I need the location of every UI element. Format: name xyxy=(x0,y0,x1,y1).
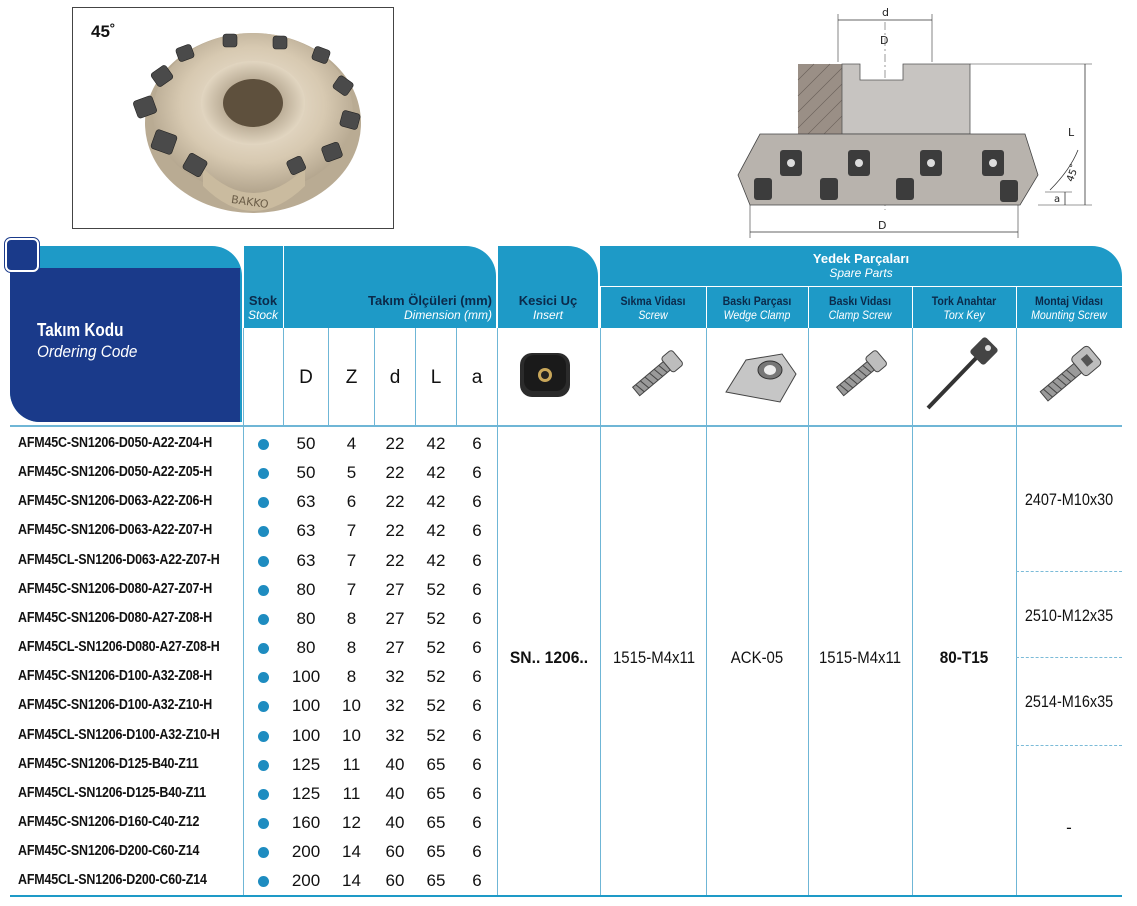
code-header-subtitle: Ordering Code xyxy=(37,342,138,361)
dim-cell-d: 27 xyxy=(385,579,405,599)
dim-cell-d: 22 xyxy=(385,521,405,541)
dim-cell-d: 60 xyxy=(385,871,405,891)
column-divider xyxy=(600,328,601,895)
dim-cell-L: 42 xyxy=(426,434,446,453)
stock-header xyxy=(244,294,282,322)
spare-col-header xyxy=(912,294,1016,322)
dim-col-header: a xyxy=(471,367,483,388)
dim-cell-D: 100 xyxy=(291,667,321,687)
stock-dot-icon xyxy=(258,643,269,654)
ordering-code: AFM45C-SN1206-D100-A32-Z08-H xyxy=(18,668,213,685)
stock-dot-icon xyxy=(258,818,269,829)
dim-cell-D: 200 xyxy=(291,842,321,862)
ordering-code: AFM45C-SN1206-D050-A22-Z04-H xyxy=(18,435,213,451)
stock-dot-icon xyxy=(258,468,269,479)
dim-label-d: d xyxy=(882,6,889,19)
spare-col-title: Sıkma Vidası xyxy=(620,294,686,308)
insert-header xyxy=(498,294,598,322)
wedge-value: ACK-05 xyxy=(730,648,784,667)
mounting-sep xyxy=(1016,657,1122,658)
ordering-code: AFM45CL-SN1206-D063-A22-Z07-H xyxy=(18,551,220,568)
stock-dot-icon xyxy=(258,556,269,567)
spare-col-header xyxy=(808,294,912,322)
dim-cell-Z: 5 xyxy=(346,463,357,483)
dim-cell-a: 6 xyxy=(472,754,482,774)
dim-cell-D: 200 xyxy=(291,871,321,891)
spare-col-subtitle: Wedge Clamp xyxy=(723,308,791,322)
dim-cell-L: 52 xyxy=(426,638,446,658)
ordering-code: AFM45CL-SN1206-D080-A27-Z08-H xyxy=(18,639,220,656)
dim-cell-a: 6 xyxy=(472,434,482,453)
spare-subtitle: Spare Parts xyxy=(829,266,893,280)
dim-cell-a: 6 xyxy=(472,812,482,832)
dim-cell-d: 40 xyxy=(385,812,405,832)
dim-cell-L: 65 xyxy=(426,754,446,774)
dim-cell-Z: 4 xyxy=(346,434,357,453)
stock-dot-icon xyxy=(258,497,269,508)
ordering-code: AFM45C-SN1206-D125-B40-Z11 xyxy=(18,755,199,772)
column-divider xyxy=(243,328,244,895)
stock-dot-icon xyxy=(258,672,269,683)
table-bottom-rule xyxy=(10,895,1122,897)
spare-header-divider xyxy=(600,286,1122,287)
column-divider xyxy=(706,328,707,895)
dim-cell-L: 65 xyxy=(426,783,446,803)
spare-title: Yedek Parçaları xyxy=(812,251,910,266)
spare-col-header xyxy=(600,294,706,322)
dim-cell-Z: 14 xyxy=(342,871,361,891)
column-divider xyxy=(283,246,284,328)
ordering-code: AFM45CL-SN1206-D125-B40-Z11 xyxy=(18,784,207,801)
dim-cell-a: 6 xyxy=(472,579,482,599)
ordering-code: AFM45C-SN1206-D080-A27-Z08-H xyxy=(18,609,213,626)
dim-cell-d: 22 xyxy=(385,550,405,570)
stock-dot-icon xyxy=(258,439,269,450)
dim-cell-D: 80 xyxy=(296,579,316,599)
stock-subtitle: Stock xyxy=(247,308,278,322)
corner-tag-icon xyxy=(5,238,39,272)
wedge-clamp-icon xyxy=(720,340,800,410)
dim-cell-L: 42 xyxy=(426,550,446,570)
spare-col-subtitle: Torx Key xyxy=(943,308,985,322)
spare-col-subtitle: Mounting Screw xyxy=(1031,308,1107,322)
spare-col-header xyxy=(1016,294,1122,322)
dim-cell-d: 32 xyxy=(385,696,405,716)
dim-cell-Z: 8 xyxy=(346,638,357,658)
mounting-value: - xyxy=(1066,818,1072,837)
dim-cell-D: 50 xyxy=(296,463,316,483)
dim-cell-Z: 11 xyxy=(342,754,361,774)
dim-cell-Z: 7 xyxy=(346,550,357,570)
dim-cell-D: 125 xyxy=(291,783,321,803)
milling-cutter-photo xyxy=(73,8,393,228)
photo-brand-text: BAKKO xyxy=(230,193,270,212)
spare-header xyxy=(600,252,1122,280)
insert-icon xyxy=(510,345,580,407)
dim-cell-L: 52 xyxy=(426,579,446,599)
dim-cell-a: 6 xyxy=(472,608,482,628)
insert-title: Kesici Uç xyxy=(518,293,578,308)
screw-icon xyxy=(618,340,692,410)
dim-cell-a: 6 xyxy=(472,667,482,687)
dim-cell-Z: 10 xyxy=(342,696,361,716)
dim-label-D-outer: D xyxy=(878,219,887,232)
photo-angle-label: 45˚ xyxy=(91,22,116,41)
dim-cell-D: 80 xyxy=(296,608,316,628)
dim-cell-L: 65 xyxy=(426,812,446,832)
dim-cell-d: 32 xyxy=(385,725,405,745)
dim-col-header: D xyxy=(299,367,313,388)
dim-cell-L: 42 xyxy=(426,492,446,512)
dim-cell-a: 6 xyxy=(472,463,482,483)
dim-cell-Z: 7 xyxy=(346,579,357,599)
torx-key-icon xyxy=(918,334,1000,416)
dim-cell-Z: 8 xyxy=(346,667,357,687)
dim-label-L: L xyxy=(1068,126,1075,139)
torx-value: 80-T15 xyxy=(939,648,989,667)
dim-cell-D: 63 xyxy=(296,550,316,570)
dim-cell-d: 40 xyxy=(385,783,405,803)
dim-cell-L: 42 xyxy=(426,521,446,541)
stock-dot-icon xyxy=(258,876,269,887)
dim-cell-L: 65 xyxy=(426,871,446,891)
mounting-value: 2514-M16x35 xyxy=(1024,692,1114,711)
ordering-code: AFM45CL-SN1206-D200-C60-Z14 xyxy=(18,872,207,889)
dim-cell-L: 52 xyxy=(426,696,446,716)
spare-col-title: Baskı Parçası xyxy=(722,294,792,308)
mounting-screw-icon xyxy=(1028,340,1110,410)
ordering-code: AFM45C-SN1206-D100-A32-Z10-H xyxy=(18,697,213,714)
stock-title: Stok xyxy=(248,293,278,308)
dim-cell-a: 6 xyxy=(472,550,482,570)
dim-cell-a: 6 xyxy=(472,492,482,512)
mounting-value: 2510-M12x35 xyxy=(1024,606,1114,625)
dim-cell-Z: 7 xyxy=(346,521,357,541)
dim-col-header: Z xyxy=(345,367,358,388)
dim-cell-a: 6 xyxy=(472,842,482,862)
dim-cell-a: 6 xyxy=(472,521,482,541)
spare-col-title: Baskı Vidası xyxy=(828,294,892,308)
stock-dot-icon xyxy=(258,847,269,858)
dim-label-angle: 45˚ xyxy=(1065,162,1082,184)
dim-cell-a: 6 xyxy=(472,696,482,716)
dim-label-D-inner: D xyxy=(880,34,889,47)
spare-col-header xyxy=(706,294,808,322)
spare-col-title: Tork Anahtar xyxy=(931,294,997,308)
dim-label-a: a xyxy=(1054,194,1061,205)
mounting-sep xyxy=(1016,745,1122,746)
stock-dot-icon xyxy=(258,614,269,625)
dim-cell-d: 22 xyxy=(385,463,405,483)
ordering-code: AFM45CL-SN1206-D100-A32-Z10-H xyxy=(18,726,220,743)
code-header-title: Takım Kodu xyxy=(37,320,124,340)
mounting-sep xyxy=(1016,571,1122,572)
insert-subtitle: Insert xyxy=(532,308,563,322)
dim-cell-L: 65 xyxy=(426,842,446,862)
technical-drawing xyxy=(720,0,1120,245)
ordering-code: AFM45C-SN1206-D050-A22-Z05-H xyxy=(18,464,213,481)
mounting-value: 2407-M10x30 xyxy=(1024,490,1114,509)
dim-cell-D: 63 xyxy=(296,521,316,541)
insert-value: SN.. 1206.. xyxy=(509,648,589,667)
stock-dot-icon xyxy=(258,701,269,712)
dim-cell-L: 52 xyxy=(426,667,446,687)
ordering-code: AFM45C-SN1206-D160-C40-Z12 xyxy=(18,813,200,830)
dim-cell-D: 125 xyxy=(291,754,321,774)
dims-header xyxy=(300,294,492,322)
column-divider xyxy=(912,328,913,895)
stock-dot-icon xyxy=(258,526,269,537)
dim-cell-Z: 10 xyxy=(342,725,361,745)
screw-value: 1515-M4x11 xyxy=(612,648,696,667)
ordering-code: AFM45C-SN1206-D080-A27-Z07-H xyxy=(18,580,213,597)
column-divider xyxy=(497,328,498,895)
dim-cell-d: 60 xyxy=(385,842,405,862)
dim-cell-D: 80 xyxy=(296,638,316,658)
dim-cell-D: 160 xyxy=(291,812,321,832)
ordering-code: AFM45C-SN1206-D200-C60-Z14 xyxy=(18,843,200,860)
dim-cell-d: 22 xyxy=(385,434,405,453)
stock-dot-icon xyxy=(258,760,269,771)
dim-cell-a: 6 xyxy=(472,638,482,658)
dims-subtitle: Dimension (mm) xyxy=(403,308,492,322)
dim-cell-L: 52 xyxy=(426,608,446,628)
ordering-code: AFM45C-SN1206-D063-A22-Z07-H xyxy=(18,522,213,539)
dim-cell-Z: 11 xyxy=(342,783,361,803)
stock-dot-icon xyxy=(258,731,269,742)
column-divider xyxy=(808,328,809,895)
stock-dot-icon xyxy=(258,789,269,800)
dim-cell-D: 100 xyxy=(291,696,321,716)
header-bottom-rule xyxy=(10,425,1122,427)
dim-cell-D: 50 xyxy=(296,434,316,453)
dim-cell-Z: 6 xyxy=(346,492,357,512)
product-photo xyxy=(72,7,394,229)
dim-cell-a: 6 xyxy=(472,783,482,803)
ordering-code: AFM45C-SN1206-D063-A22-Z06-H xyxy=(18,493,213,510)
dim-cell-d: 27 xyxy=(385,638,405,658)
dims-title: Takım Ölçüleri (mm) xyxy=(367,293,492,308)
dim-col-header: L xyxy=(430,367,442,388)
dim-cell-Z: 14 xyxy=(342,842,361,862)
dim-cell-d: 32 xyxy=(385,667,405,687)
clamp-screw-value: 1515-M4x11 xyxy=(818,648,902,667)
spare-col-subtitle: Clamp Screw xyxy=(828,308,892,322)
stock-dot-icon xyxy=(258,585,269,596)
column-divider xyxy=(1016,328,1017,895)
dim-cell-a: 6 xyxy=(472,725,482,745)
dim-cell-D: 63 xyxy=(296,492,316,512)
dim-cell-L: 42 xyxy=(426,463,446,483)
spare-col-subtitle: Screw xyxy=(638,308,668,322)
spare-col-title: Montaj Vidası xyxy=(1035,294,1103,308)
dim-cell-Z: 12 xyxy=(342,812,361,832)
dim-col-header: d xyxy=(389,367,401,388)
clamp-screw-icon xyxy=(822,340,896,410)
dim-cell-d: 40 xyxy=(385,754,405,774)
dim-cell-D: 100 xyxy=(291,725,321,745)
dim-cell-Z: 8 xyxy=(346,608,357,628)
dim-cell-a: 6 xyxy=(472,871,482,891)
dim-cell-d: 22 xyxy=(385,492,405,512)
dim-cell-L: 52 xyxy=(426,725,446,745)
dim-cell-d: 27 xyxy=(385,608,405,628)
